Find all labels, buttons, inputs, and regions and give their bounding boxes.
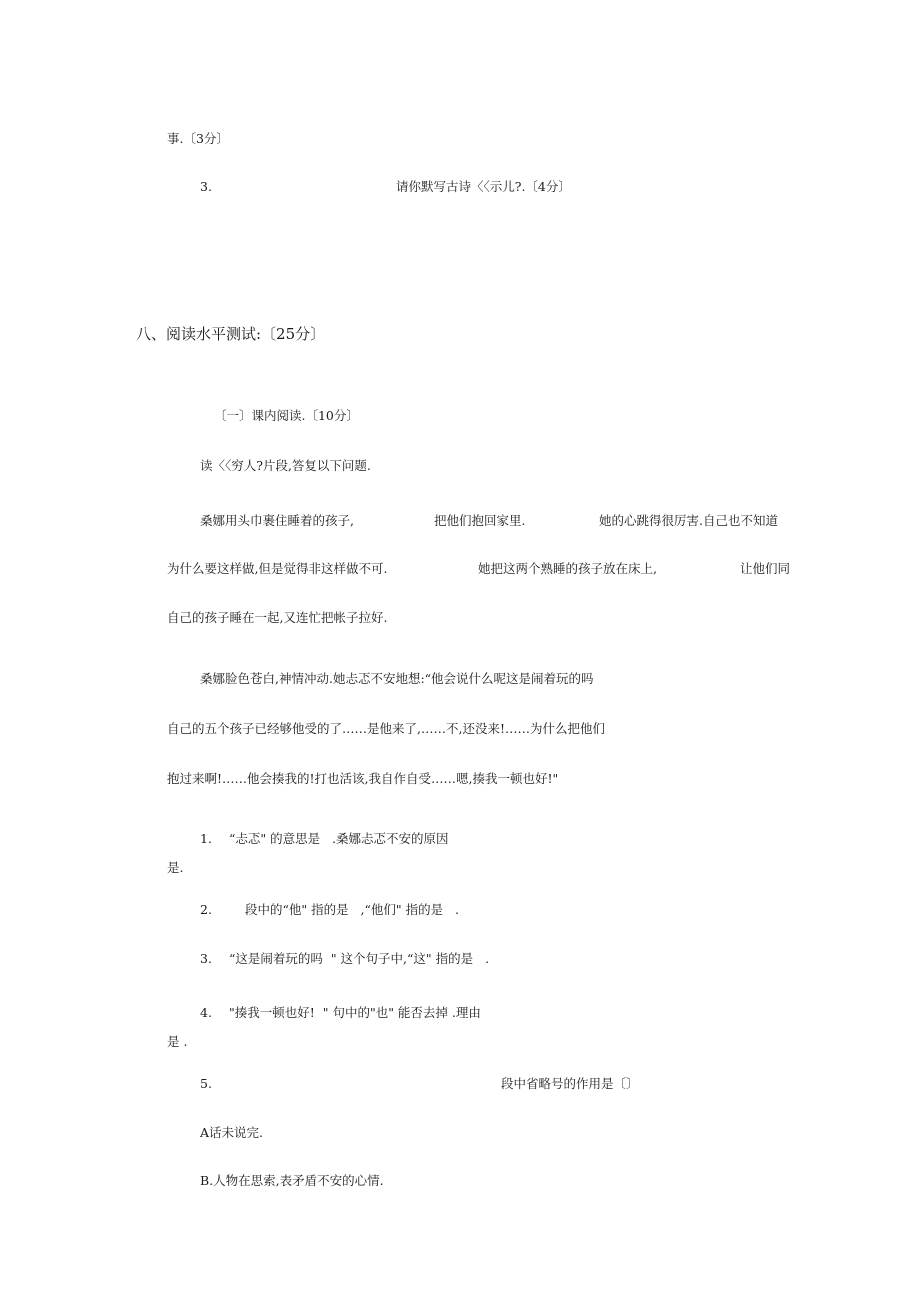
answer-option: B.人物在思索,表矛盾不安的心情.: [200, 1173, 384, 1188]
passage-line: 她的心跳得很厉害.自己也不知道: [599, 513, 778, 528]
passage-line: 抱过来啊!……他会揍我的!打也活该,我自作自受……嗯,揍我一顿也好!": [167, 771, 559, 786]
question-text: “忐忑" 的意思是 .桑娜忐忑不安的原因: [229, 831, 449, 846]
passage-line: 桑娜脸色苍白,神情冲动.她忐忑不安地想:“他会说什么呢这是闹着玩的吗: [200, 671, 594, 686]
question-number: 2.: [200, 902, 212, 917]
instruction: 读〈〈穷人?片段,答复以下问题.: [200, 458, 371, 473]
section-heading: 八、阅读水平测试:〔25分〕: [136, 325, 326, 343]
question-text: 段中的“他" 指的是 ,“他们" 指的是 .: [245, 902, 460, 917]
question-number: 1.: [200, 831, 212, 846]
subsection-heading: 〔一〕课内阅读.〔10分〕: [214, 408, 359, 423]
passage-line: 她把这两个熟睡的孩子放在床上,: [478, 561, 657, 576]
answer-option: A话未说完.: [200, 1125, 264, 1140]
question-text: 是 .: [167, 1034, 188, 1049]
passage-line: 自己的五个孩子已经够他受的了……是他来了,……不,还没来!……为什么把他们: [167, 721, 605, 736]
passage-line: 为什么要这样做,但是觉得非这样做不可.: [167, 561, 388, 576]
question-text: 请你默写古诗〈〈示儿?.〔4分〕: [396, 179, 571, 194]
passage-line: 让他们同: [740, 561, 791, 576]
passage-line: 自己的孩子睡在一起,又连忙把帐子拉好.: [167, 610, 388, 625]
passage-line: 桑娜用头巾裹住睡着的孩子,: [200, 513, 354, 528]
question-text: "揍我一顿也好! " 句中的"也" 能否去掉 .理由: [229, 1005, 481, 1020]
passage-line: 把他们抱回家里.: [434, 513, 526, 528]
question-text: “这是闹着玩的吗 " 这个句子中,“这" 指的是 .: [229, 951, 490, 966]
question-number: 3.: [200, 179, 212, 194]
question-text: 是.: [167, 860, 184, 875]
question-number: 5.: [200, 1076, 212, 1091]
question-number: 3.: [200, 951, 212, 966]
text-fragment: 事.〔3分〕: [167, 131, 229, 146]
question-text: 段中省略号的作用是〔〕: [501, 1076, 639, 1091]
question-number: 4.: [200, 1005, 212, 1020]
